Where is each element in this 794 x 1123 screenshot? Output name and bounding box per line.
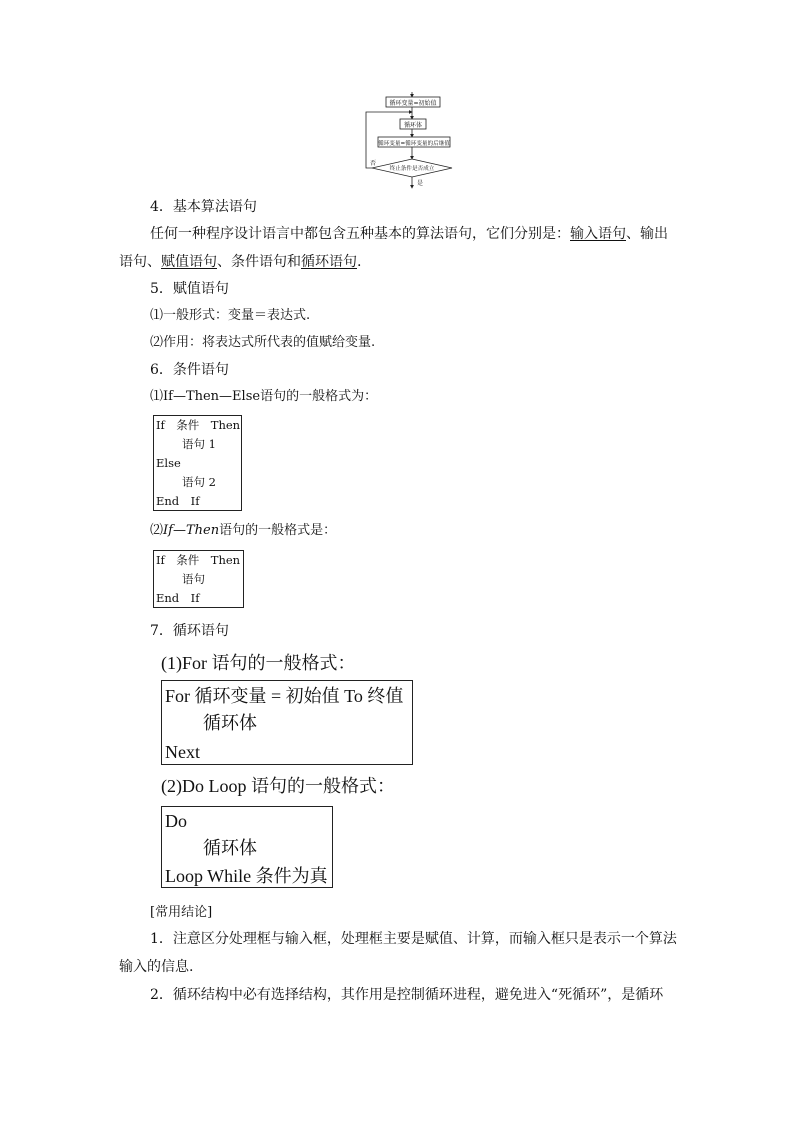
- p2-text-a: 语句、: [119, 254, 161, 270]
- p2-text-b: 、条件语句和: [217, 254, 301, 270]
- code-line: End If: [156, 494, 200, 508]
- code-line: If 条件 Then: [156, 553, 241, 567]
- code-line: Next: [165, 742, 200, 762]
- code-line: 语句 2: [182, 475, 216, 489]
- assignment-statement: 赋值语句: [161, 254, 217, 270]
- if-then-else-code-box: [153, 415, 242, 511]
- conclusion-1-line2: 输入的信息.: [119, 959, 194, 975]
- p1-text-b: 、输出: [626, 226, 668, 242]
- condition-label: 终止条件是否成立: [389, 166, 435, 172]
- loop-statement: 循环语句: [301, 254, 357, 270]
- conclusion-1-line1: 1．注意区分处理框与输入框，处理框主要是赋值、计算，而输入框只是表示一个算法: [150, 931, 677, 947]
- l2-suffix: 语句的一般格式是：: [219, 523, 337, 538]
- init-label: 循环变量=初始值: [389, 100, 437, 107]
- section-7-line2: (2)Do Loop 语句的一般格式：: [161, 776, 395, 796]
- code-line: If 条件 Then: [156, 418, 241, 432]
- update-label: 循环变量=循环变量的后继值: [378, 141, 450, 147]
- yes-label: 是: [417, 180, 424, 187]
- body-label: 循环体: [403, 122, 423, 129]
- code-line: End If: [156, 591, 200, 605]
- code-line: Loop While 条件为真: [165, 866, 328, 886]
- code-line: Else: [156, 456, 181, 470]
- p1-text-a: 任何一种程序设计语言中都包含五种基本的算法语句，它们分别是：: [150, 226, 570, 242]
- section-6-heading: 6．条件语句: [150, 362, 229, 378]
- section-4-heading: 4．基本算法语句: [150, 199, 257, 215]
- section-4-paragraph-line2: [119, 253, 361, 271]
- section-6-line1: ⑴If—Then—Else语句的一般格式为：: [150, 389, 378, 404]
- code-line: 语句: [182, 572, 205, 586]
- code-line: 循环体: [203, 713, 257, 733]
- section-5-heading: 5．赋值语句: [150, 281, 229, 297]
- if-then-keyword: If—Then: [163, 523, 220, 538]
- section-7-line1: (1)For 语句的一般格式：: [161, 653, 356, 673]
- conclusion-2-line1: 2．循环结构中必有选择结构，其作用是控制循环进程，避免进入“死循环”，是循环: [150, 987, 664, 1003]
- code-line: Do: [165, 811, 187, 831]
- code-line: 循环体: [203, 838, 257, 858]
- loop-flowchart: [360, 92, 460, 190]
- conclusions-heading: [常用结论]: [150, 905, 213, 920]
- p2-text-c: .: [357, 254, 362, 270]
- l2-prefix: ⑵: [150, 523, 164, 538]
- section-7-heading: 7．循环语句: [150, 623, 229, 639]
- section-5-line1: ⑴一般形式：变量＝表达式.: [150, 308, 311, 323]
- section-6-line2: [150, 522, 336, 539]
- input-statement: 输入语句: [570, 226, 626, 242]
- code-line: 语句 1: [182, 437, 216, 451]
- code-line: For 循环变量 = 初始值 To 终值: [165, 686, 404, 706]
- do-loop-code-box: [161, 806, 333, 888]
- no-label: 否: [370, 160, 377, 167]
- section-5-line2: ⑵作用：将表达式所代表的值赋给变量.: [150, 335, 376, 350]
- for-loop-code-box: [161, 680, 413, 765]
- if-then-code-box: [153, 550, 244, 608]
- section-4-paragraph-line1: [150, 225, 668, 243]
